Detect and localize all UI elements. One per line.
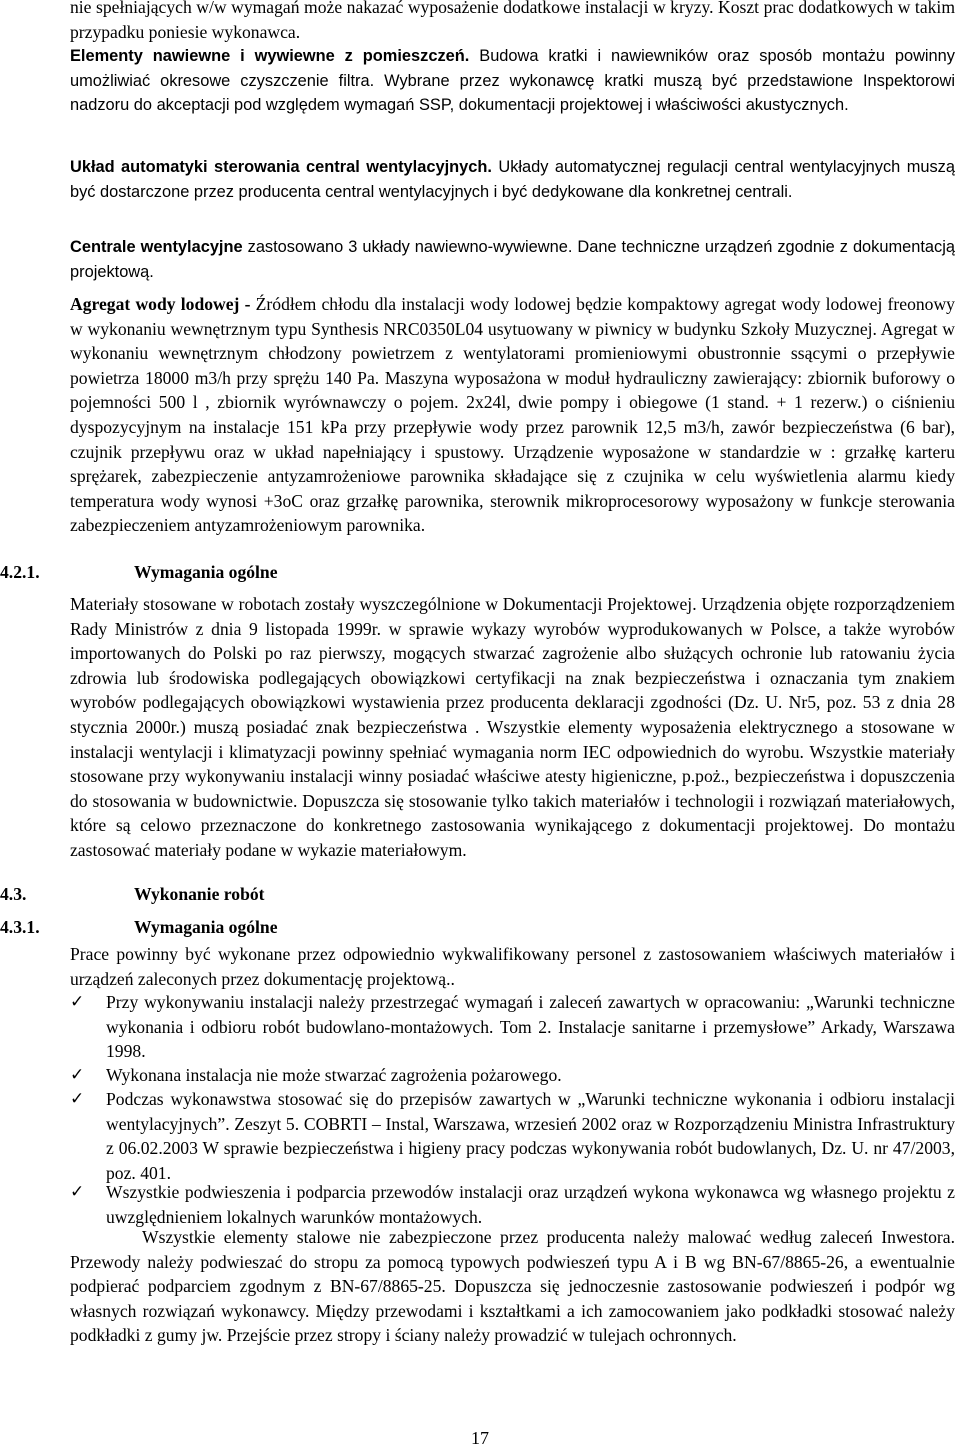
elementy-paragraph: Elementy nawiewne i wywiewne z pomieszczeń. Budowa kratki i nawiewników oraz sposób montażu powinny umożliwiać okresowe czyszczenie filtra. Wybrane przez wykonawcę kratki muszą być przedstawione Inspektorowi nadzoru do akceptacji pod względem wymagań SSP, dokumentacji projektowej i właściwości akustycznych. bbox=[70, 47, 955, 115]
section-title: Wymagania ogólne bbox=[134, 917, 278, 937]
prace-paragraph: Prace powinny być wykonane przez odpowiednio wykwalifikowany personel z zastosowaniem właściwych materiałów i urządzeń zaleconych przez dokumentację projektową.. bbox=[70, 944, 955, 989]
list-item: ✓ Podczas wykonawstwa stosować się do przepisów zawartych w „Warunki techniczne wykonania i odbioru instalacji wentylacyjnych”. Zeszyt 5. COBRTI – Instal, Warszawa, wrzesień 2002 oraz w Rozporządzeniu Ministra Infrastruktury z 06.02.2003 W sprawie bezpieczeństwa i higieny pracy podczas wykonywania robót budowlanych, Dz. U. nr 47/2003, poz. 401. bbox=[70, 1089, 955, 1183]
section-title: Wykonanie robót bbox=[134, 884, 265, 904]
check-mark-icon: ✓ bbox=[70, 1182, 85, 1202]
centrale-lead: Centrale wentylacyjne bbox=[70, 238, 243, 256]
section-number: 4.3. bbox=[0, 884, 27, 904]
section-title: Wymagania ogólne bbox=[134, 562, 278, 582]
check-mark-icon: ✓ bbox=[70, 1065, 85, 1085]
section-number: 4.3.1. bbox=[0, 917, 40, 937]
check-mark-icon: ✓ bbox=[70, 1089, 85, 1109]
uklad-paragraph: Układ automatyki sterowania central wentylacyjnych. Układy automatycznej regulacji central wentylacyjnych muszą być dostarczone przez producenta central wentylacyjnych i być dedykowane dla konkretnej centrali. bbox=[70, 158, 955, 201]
agregat-paragraph: Agregat wody lodowej - Źródłem chłodu dla instalacji wody lodowej będzie kompaktowy agregat wody lodowej freonowy w wykonaniu wewnętrznym typu Synthesis NRC0350L04 usytuowany w piwnicy w budynku Szkoły Muzycznej. Agregat w wykonaniu wewnętrznym chłodzony powietrzem z wentylatorami promieniowymi obustronnie ssącymi o przepływie powietrza 18000 m3/h przy sprężu 140 Pa. Maszyna wyposażona w moduł hydrauliczny zawierający: zbiornik buforowy o pojemności 500 l , zbiornik wyrównawczy o pojem. 2x24l, dwie pompy i obiegowe (1 stand. + 1 rezerw.) o ciśnieniu dyspozycyjnym na instalacje 151 kPa przy przepływie wody przez parownik 12,5 m3/h, zawór bezpieczeństwa (6 bar), czujnik przepływu oraz w układ napełniający i spustowy. Urządzenie wyposażone w standardzie w : grzałkę karteru sprężarek, zabezpieczenie antyzamrożeniowe parownika składające się z czujnika w celu wyświetlenia alarmu kiedy temperatura wody wynosi +3oC oraz grzałkę parownika, sterownik mikroprocesorowy wyposażony w funkcje sterowania zabezpieczeniem antyzamrożeniowym parownika. bbox=[70, 294, 955, 536]
list-item: ✓ Wykonana instalacja nie może stwarzać zagrożenia pożarowego. bbox=[106, 1063, 955, 1088]
stalowe-paragraph: Wszystkie elementy stalowe nie zabezpieczone przez producenta należy malować według zaleceń Inwestora. Przewody należy podwieszać do stropu za pomocą typowych podwieszeń typu A i B wg BN-67/8865-26, a ewentualnie podpierać podparciem zgodnym z BN-67/8865-25. Dopuszcza się jednoczesnie zastosowanie podwieszeń i podpór wg własnych rozwiązań wykonawcy. Między przewodami i kształtkami a ich zamocowaniem jako podkładki stosować należy podkładki z gumy jw. Przejście przez stropy i ściany należy prowadzić w tulejach ochronnych. bbox=[70, 1227, 955, 1346]
materialy-paragraph: Materiały stosowane w robotach zostały wyszczególnione w Dokumentacji Projektowej. Urządzenia objęte rozporządzeniem Rady Ministrów z dnia 9 listopada 1999r. w sprawie wykazy wyrobów wyprodukowanych w Polsce, a także wyrobów importowanych do Polski po raz pierwszy, mogących stwarzać zagrożenie albo służących ochronie lub ratowaniu życia zdrowia lub środowiska podlegających obowiązkowi certyfikacji na znak bezpieczeństwa i oznaczania tym znakiem wyrobów podlegających obowiązkowi wystawienia przez producenta deklaracji zgodności (Dz. U. Nr5, poz. 53 z dnia 28 stycznia 2000r.) muszą posiadać znak bezpieczeństwa . Wszystkie elementy wyposażenia elektrycznego a stosowane w instalacji wentylacji i klimatyzacji powinny spełniać wymagania norm IEC odpowiednich do wyrobu. Wszystkie materiały stosowane przy wykonywaniu instalacji winny posiadać właściwe atesty higieniczne, p.poż., bezpieczeństwa i dopuszczenia do stosowania w budownictwie. Dopuszcza się stosowanie tylko takich materiałów i technologii i rozwiązań materiałowych, które są celowo przeznaczone do konkretnego zastosowania wynikającego z dokumentacji projektowej. Do montażu zastosować materiały podane w wykazie materiałowym. bbox=[70, 594, 955, 860]
centrale-paragraph: Centrale wentylacyjne zastosowano 3 układy nawiewno-wywiewne. Dane techniczne urządzeń zgodnie z dokumentacją projektową. bbox=[70, 238, 955, 281]
agregat-lead: Agregat wody lodowej - bbox=[70, 294, 251, 314]
list-item: ✓ Wszystkie podwieszenia i podparcia przewodów instalacji oraz urządzeń wykona wykonawca wg własnego projektu z uwzględnieniem lokalnych warunków montażowych. bbox=[70, 1182, 955, 1227]
uklad-lead: Układ automatyki sterowania central wentylacyjnych. bbox=[70, 158, 492, 176]
section-number: 4.2.1. bbox=[0, 562, 40, 582]
intro-paragraph: nie spełniających w/w wymagań może nakazać wyposażenie dodatkowe instalacji w kryzy. Koszt prac dodatkowych w takim przypadku poniesie wykonawca. bbox=[70, 0, 955, 42]
elementy-lead: Elementy nawiewne i wywiewne z pomieszczeń. bbox=[70, 47, 470, 65]
page-number: 17 bbox=[471, 1428, 489, 1448]
check-mark-icon: ✓ bbox=[70, 992, 85, 1012]
list-item: ✓ Przy wykonywaniu instalacji należy przestrzegać wymagań i zaleceń zawartych w opracowaniu: „Warunki techniczne wykonania i odbioru robót budowlano-montażowych. Tom 2. Instalacje sanitarne i przemysłowe” Arkady, Warszawa 1998. bbox=[70, 992, 955, 1062]
